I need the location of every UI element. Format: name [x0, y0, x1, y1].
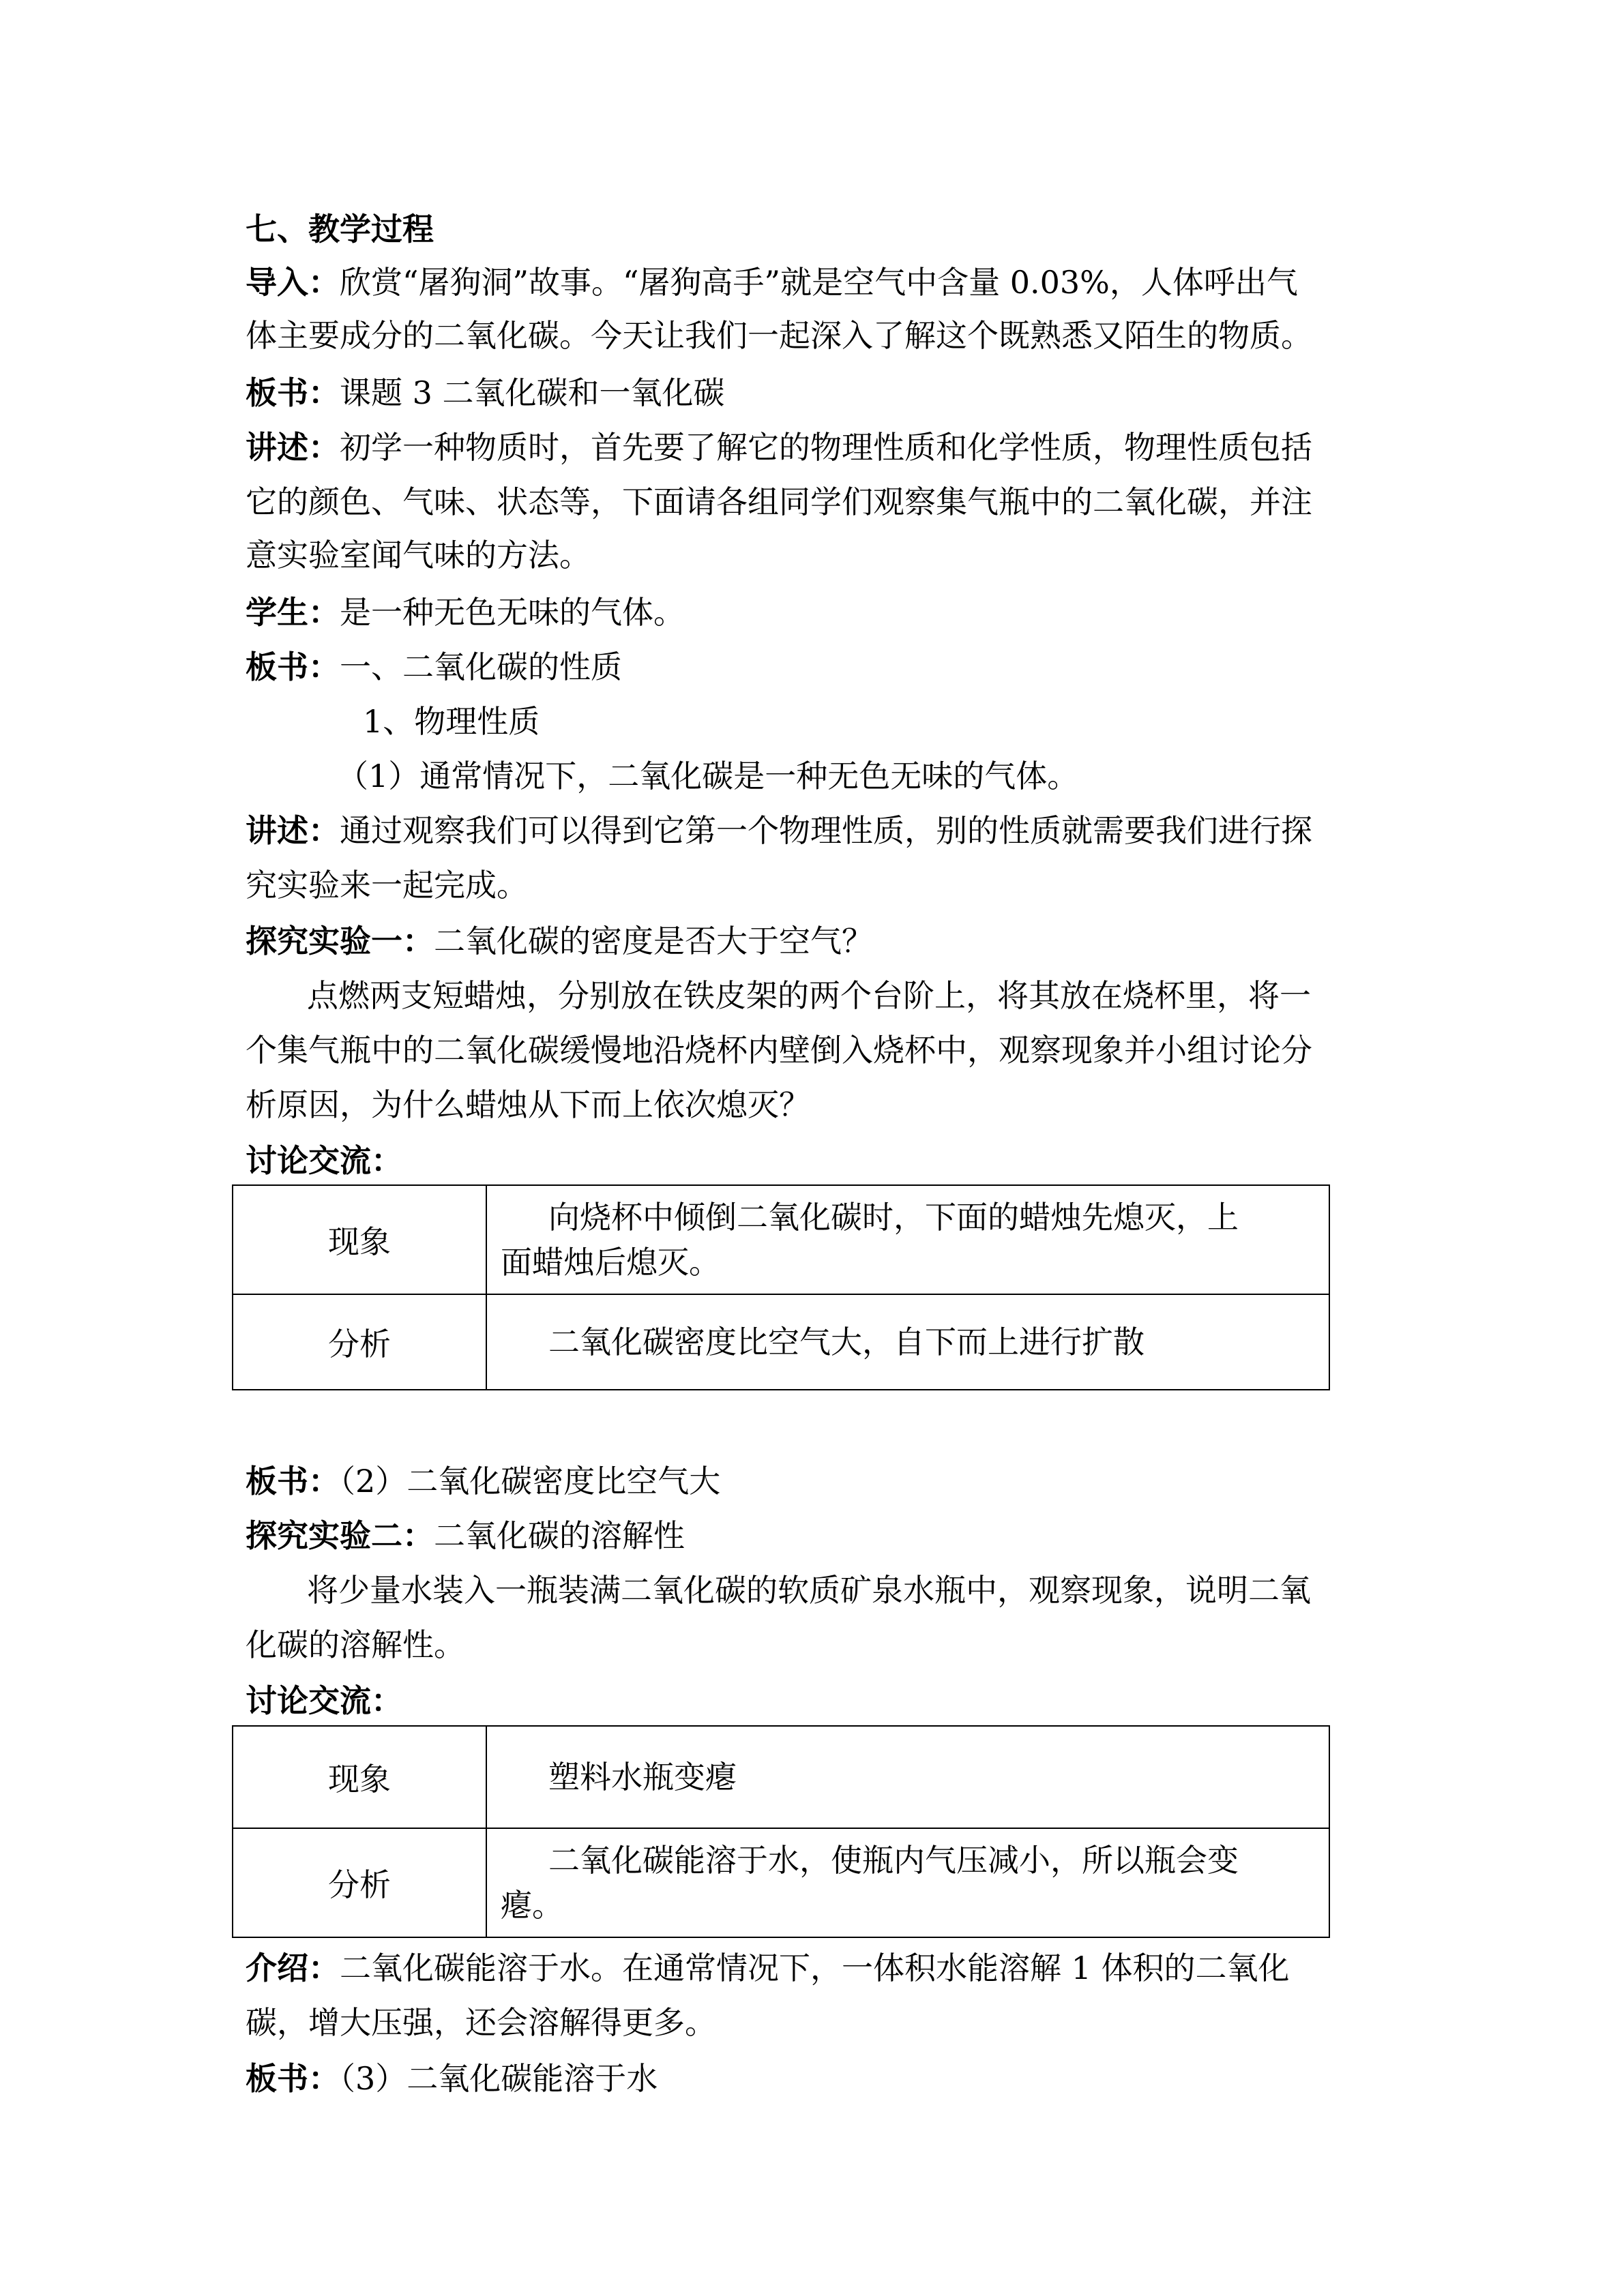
discuss-label-1: 讨论交流： — [246, 1142, 402, 1179]
table-key: 分析 — [233, 1828, 486, 1937]
table-value: 向烧杯中倾倒二氧化碳时，下面的蜡烛先熄灭，上 面蜡烛后熄灭。 — [486, 1185, 1329, 1294]
section-title: 七、教学过程 — [246, 211, 434, 248]
table-value: 二氧化碳能溶于水，使瓶内气压减小，所以瓶会变 瘪。 — [486, 1828, 1329, 1937]
exp2-title: 探究实验二：二氧化碳的溶解性 — [246, 1517, 685, 1554]
table-key: 分析 — [233, 1294, 486, 1390]
narr1-line-1: 讲述：初学一种物质时，首先要了解它的物理性质和化学性质，物理性质包括 — [246, 429, 1312, 466]
narr2-line-2: 究实验来一起完成。 — [246, 867, 528, 904]
table-key: 现象 — [233, 1726, 486, 1828]
narr1-line-3: 意实验室闻气味的方法。 — [246, 537, 591, 573]
exp1-line-2: 个集气瓶中的二氧化碳缓慢地沿烧杯内壁倒入烧杯中，观察现象并小组讨论分 — [246, 1032, 1312, 1069]
board-3: 板书：（2）二氧化碳密度比空气大 — [246, 1463, 721, 1500]
student-line: 学生：是一种无色无味的气体。 — [246, 594, 685, 631]
table-row — [233, 1726, 1329, 1828]
intro2-line-2: 碳，增大压强，还会溶解得更多。 — [246, 2004, 716, 2041]
exp2-line-2: 化碳的溶解性。 — [246, 1626, 465, 1663]
exp1-title: 探究实验一：二氧化碳的密度是否大于空气？ — [246, 923, 873, 959]
table-value: 二氧化碳密度比空气大，自下而上进行扩散 — [486, 1294, 1329, 1390]
table-row — [233, 1185, 1329, 1294]
narr1-line-2: 它的颜色、气味、状态等，下面请各组同学们观察集气瓶中的二氧化碳，并注 — [246, 483, 1312, 520]
intro-label: 导入： — [246, 264, 340, 301]
board-2-sub1: 1、物理性质 — [363, 703, 540, 740]
observation-table-2 — [232, 1725, 1330, 1938]
table-row — [233, 1828, 1329, 1937]
intro-line-1: 导入：欣赏“屠狗洞”故事。“屠狗高手”就是空气中含量 0.03%，人体呼出气 — [246, 264, 1298, 301]
exp1-line-1: 点燃两支短蜡烛，分别放在铁皮架的两个台阶上，将其放在烧杯里，将一 — [307, 977, 1311, 1014]
exp2-line-1: 将少量水装入一瓶装满二氧化碳的软质矿泉水瓶中，观察现象，说明二氧 — [307, 1572, 1311, 1609]
table-row — [233, 1294, 1329, 1390]
exp1-line-3: 析原因，为什么蜡烛从下而上依次熄灭？ — [246, 1086, 810, 1123]
intro-line-2: 体主要成分的二氧化碳。今天让我们一起深入了解这个既熟悉又陌生的物质。 — [246, 317, 1312, 354]
table-key: 现象 — [233, 1185, 486, 1294]
board-1: 板书：课题 3 二氧化碳和一氧化碳 — [246, 374, 725, 411]
table-value: 塑料水瓶变瘪 — [486, 1726, 1329, 1828]
narr2-line-1: 讲述：通过观察我们可以得到它第一个物理性质，别的性质就需要我们进行探 — [246, 812, 1312, 849]
board-2-sub2: （1）通常情况下，二氧化碳是一种无色无味的气体。 — [337, 758, 1079, 794]
observation-table-1 — [232, 1184, 1330, 1390]
board-2: 板书：一、二氧化碳的性质 — [246, 648, 622, 685]
intro2-line-1: 介绍：二氧化碳能溶于水。在通常情况下，一体积水能溶解 1 体积的二氧化 — [246, 1950, 1290, 1986]
discuss-label-2: 讨论交流： — [246, 1682, 402, 1719]
board-4: 板书：（3）二氧化碳能溶于水 — [246, 2060, 658, 2097]
